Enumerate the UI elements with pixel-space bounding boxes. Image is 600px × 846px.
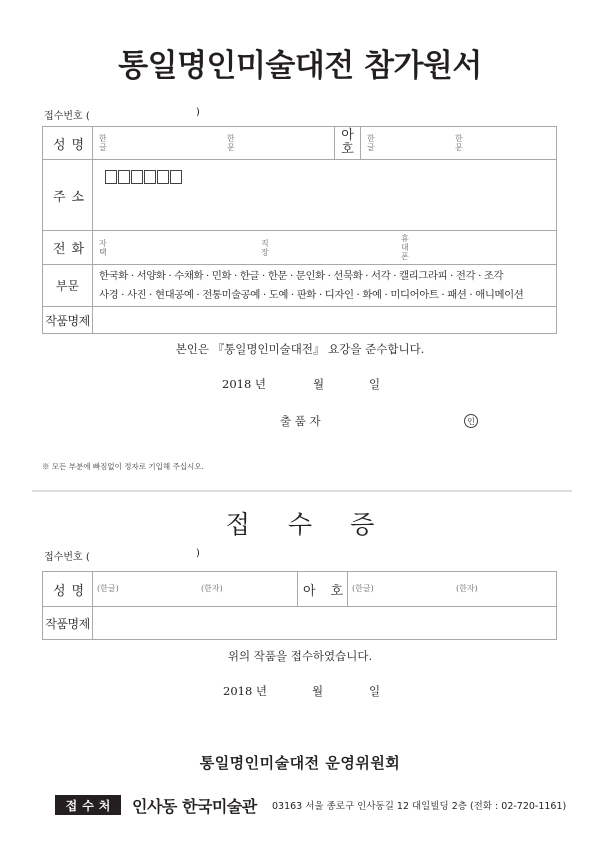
receipt-pen-name-hanja-hint: (한자) bbox=[456, 584, 478, 593]
category-label-cell bbox=[43, 265, 93, 307]
postal-code-box[interactable] bbox=[105, 170, 117, 184]
hint-char: 택 bbox=[99, 248, 107, 257]
page-title: 통일명인미술대전 참가원서 bbox=[118, 48, 482, 84]
address-input-cell[interactable] bbox=[93, 160, 557, 231]
application-table bbox=[42, 126, 557, 334]
receipt-number-field-2 bbox=[44, 548, 244, 563]
receipt-name-hanja-hint: (한자) bbox=[201, 584, 223, 593]
receipt-pen-name-hangul-hint: (한글) bbox=[352, 584, 374, 593]
receipt-name-label-a: 성 bbox=[53, 583, 66, 599]
name-label-a: 성 bbox=[53, 137, 66, 153]
receipt-confirmation: 위의 작품을 접수하였습니다. bbox=[227, 649, 373, 663]
name-hanja-hint bbox=[227, 134, 235, 152]
hint-char: 한 bbox=[99, 134, 107, 143]
hint-char: 휴 bbox=[401, 234, 409, 243]
receipt-number-label: 접수번호 ( bbox=[44, 552, 90, 563]
application-date-month: 월 bbox=[313, 377, 325, 391]
postal-code-box[interactable] bbox=[144, 170, 156, 184]
cut-divider bbox=[32, 490, 572, 492]
phone-work-hint bbox=[261, 239, 269, 257]
receipt-work-title-row bbox=[43, 607, 557, 640]
phone-home-hint bbox=[99, 239, 107, 257]
receipt-table bbox=[42, 571, 557, 640]
instruction-note: ※ 모든 부분에 빠짐없이 정자로 기입해 주십시오. bbox=[42, 462, 204, 471]
committee-name: 통일명인미술대전 운영위원회 bbox=[199, 754, 401, 772]
hint-char: 폰 bbox=[401, 252, 409, 261]
receipt-number-label: 접수번호 ( bbox=[44, 111, 90, 122]
receipt-work-title-label-cell bbox=[43, 607, 93, 640]
hint-char: 한 bbox=[455, 134, 463, 143]
address-row bbox=[43, 160, 557, 231]
work-title-row bbox=[43, 307, 557, 334]
pen-name-hangul-hint bbox=[367, 134, 375, 152]
postal-code-boxes[interactable] bbox=[105, 170, 182, 184]
phone-input-cell[interactable] bbox=[93, 231, 557, 265]
hint-char: 한 bbox=[227, 134, 235, 143]
hint-char: 대 bbox=[401, 243, 409, 252]
postal-code-box[interactable] bbox=[157, 170, 169, 184]
category-row bbox=[43, 265, 557, 307]
phone-label-cell bbox=[43, 231, 93, 265]
hint-char: 직 bbox=[261, 239, 269, 248]
phone-row bbox=[43, 231, 557, 265]
receipt-date-year: 2018 년 bbox=[223, 684, 268, 698]
category-label: 부문 bbox=[55, 279, 80, 293]
receipt-pen-name-label-a: 아 bbox=[303, 583, 316, 599]
receipt-pen-name-label-b: 호 bbox=[330, 583, 343, 599]
receipt-name-hangul-hint: (한글) bbox=[97, 584, 119, 593]
receipt-title bbox=[0, 505, 600, 541]
receipt-title-char: 수 bbox=[287, 510, 313, 539]
hint-char: 문 bbox=[227, 143, 235, 152]
hint-char: 글 bbox=[367, 143, 375, 152]
receipt-date-day: 일 bbox=[369, 684, 381, 698]
receipt-name-label-cell bbox=[43, 572, 93, 607]
work-title-label-cell bbox=[43, 307, 93, 334]
work-title-input-cell[interactable] bbox=[93, 307, 557, 334]
hint-char: 자 bbox=[99, 239, 107, 248]
work-title-label: 작품명제 bbox=[45, 313, 90, 328]
pen-name-hanja-hint bbox=[455, 134, 463, 152]
application-date-year: 2018 년 bbox=[222, 377, 267, 391]
pen-name-label-a: 아 bbox=[341, 128, 354, 143]
hint-char: 글 bbox=[99, 143, 107, 152]
category-options-cell[interactable] bbox=[93, 265, 557, 307]
address-label-a: 주 bbox=[53, 189, 66, 205]
applicant-label: 출 품 자 bbox=[280, 414, 321, 428]
receipt-name-row bbox=[43, 572, 557, 607]
phone-mobile-hint bbox=[401, 234, 409, 261]
receipt-pen-name-label-cell bbox=[298, 572, 348, 607]
pledge-statement: 본인은 『통일명인미술대전』 요강을 준수합니다. bbox=[175, 342, 425, 356]
postal-code-box[interactable] bbox=[118, 170, 130, 184]
receipt-work-title-label: 작품명제 bbox=[45, 616, 90, 631]
receipt-pen-name-input-cell[interactable] bbox=[348, 572, 557, 607]
gallery-address: 03163 서울 종로구 인사동길 12 대일빌딩 2층 (전화 : 02-720-1161) bbox=[272, 801, 567, 812]
phone-label-a: 전 bbox=[53, 242, 66, 257]
pen-name-label-cell bbox=[335, 127, 361, 160]
hint-char: 문 bbox=[455, 143, 463, 152]
receipt-number-close: ) bbox=[196, 548, 200, 559]
postal-code-box[interactable] bbox=[131, 170, 143, 184]
seal-icon: 인 bbox=[464, 414, 478, 428]
receipt-number-close: ) bbox=[196, 107, 200, 118]
receipt-work-title-input-cell[interactable] bbox=[93, 607, 557, 640]
category-options[interactable] bbox=[93, 267, 556, 305]
name-hangul-hint bbox=[99, 134, 107, 152]
gallery-logo: 인사동 한국미술관 bbox=[132, 797, 257, 816]
application-date-day: 일 bbox=[369, 377, 381, 391]
receipt-number-field bbox=[44, 107, 244, 122]
name-row bbox=[43, 127, 557, 160]
receipt-name-label-b: 명 bbox=[71, 583, 84, 599]
receipt-title-char: 접 bbox=[225, 510, 250, 539]
category-line-2[interactable]: 사경 · 사진 · 현대공예 · 전통미술공예 · 도예 · 판화 · 디자인 · 화예 · 미디어아트 · 패션 · 애니메이션 bbox=[99, 288, 524, 301]
pen-name-label-b: 호 bbox=[341, 142, 354, 157]
receipt-date-month: 월 bbox=[312, 684, 324, 698]
reception-badge: 접수처 bbox=[55, 795, 121, 815]
phone-label-b: 화 bbox=[71, 242, 84, 257]
name-input-cell[interactable] bbox=[93, 127, 335, 160]
hint-char: 한 bbox=[367, 134, 375, 143]
hint-char: 장 bbox=[261, 248, 269, 257]
name-label-cell bbox=[43, 127, 93, 160]
category-line-1[interactable]: 한국화 · 서양화 · 수채화 · 민화 · 한글 · 한문 · 문인화 · 선묵화 · 서각 · 캘리그라피 · 전각 · 조각 bbox=[99, 269, 504, 282]
pen-name-input-cell[interactable] bbox=[361, 127, 557, 160]
address-label-b: 소 bbox=[71, 189, 84, 205]
postal-code-box[interactable] bbox=[170, 170, 182, 184]
address-label-cell bbox=[43, 160, 93, 231]
receipt-name-input-cell[interactable] bbox=[93, 572, 298, 607]
name-label-b: 명 bbox=[71, 137, 84, 153]
receipt-title-char: 증 bbox=[350, 510, 375, 539]
